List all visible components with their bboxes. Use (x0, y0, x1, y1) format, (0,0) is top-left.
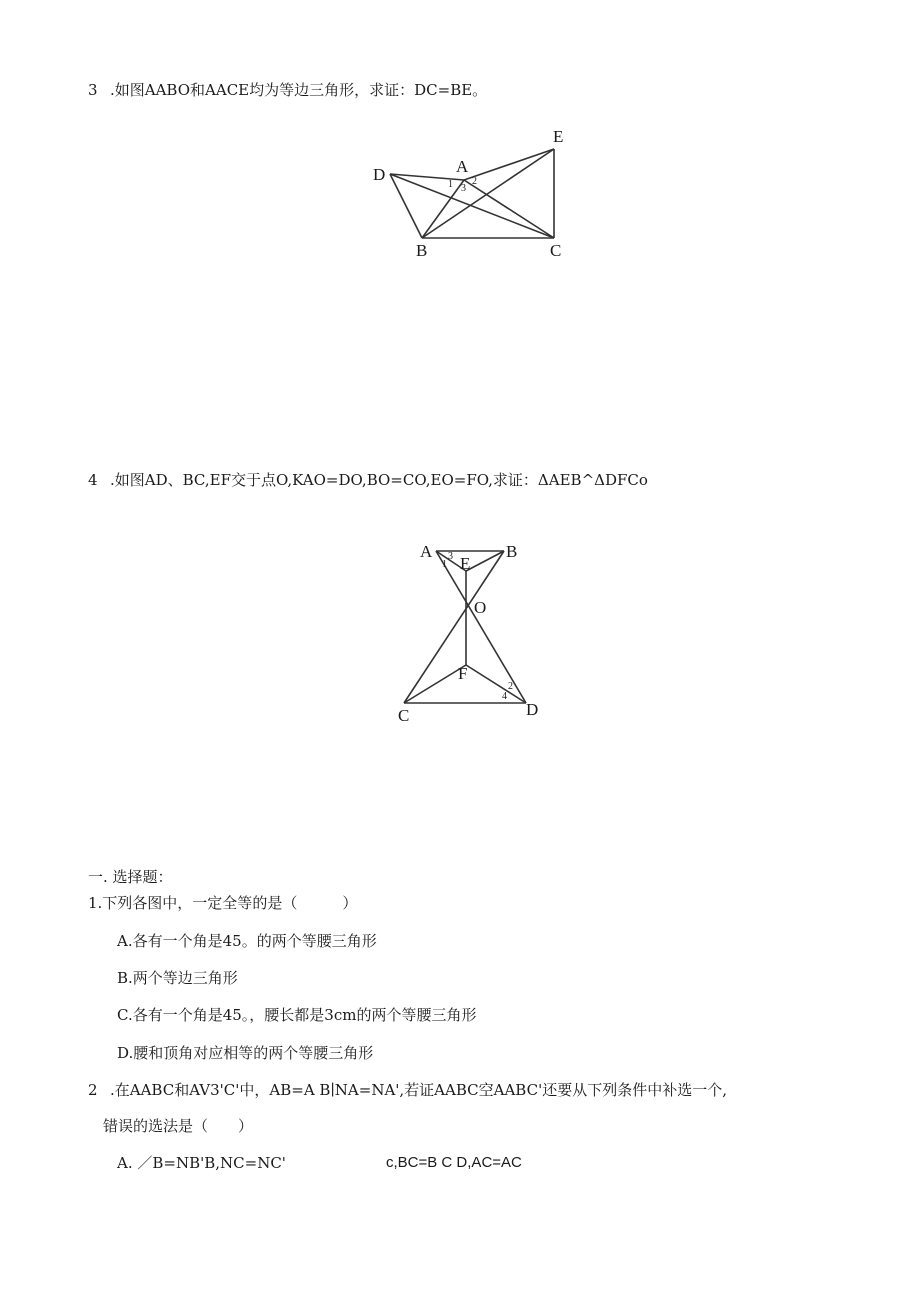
q2-line (88, 1080, 727, 1100)
q4-edge-FD (466, 665, 526, 703)
q4-number: 4 (88, 471, 98, 489)
q4-figure (390, 535, 560, 725)
q4-angle-1: 1 (442, 559, 447, 570)
q4-edge-CF (404, 665, 466, 703)
q3-angle-3: 3 (461, 183, 466, 194)
q3-label-C: C (550, 241, 562, 260)
q4-label-D: D (526, 700, 539, 719)
q3-label-A: A (456, 157, 469, 176)
q3-label-E: E (553, 127, 564, 146)
q3-line (88, 80, 487, 100)
q4-text: .如图AD、BC,EF交于点O,KAO=DO,BO=CO,EO=FO,求证：ΔAEB^ΔDFCo (110, 471, 648, 489)
q4-angle-2: 2 (508, 681, 513, 692)
q4-label-F: F (458, 664, 468, 683)
q2-stem-continued: 错误的选法是（ ） (103, 1117, 254, 1135)
q1-option-d: D.腰和顶角对应相等的两个等腰三角形 (117, 1044, 374, 1062)
q3-edge-DB (390, 174, 422, 238)
q1-option-b: B.两个等边三角形 (117, 969, 238, 987)
q4-label-A: A (420, 542, 433, 561)
q3-angle-1: 1 (448, 179, 453, 190)
q2-number: 2 (88, 1081, 98, 1099)
q3-text: .如图AABO和AACE均为等边三角形，求证：DC=BE。 (110, 81, 488, 99)
q4-label-B: B (506, 542, 518, 561)
q4-line (88, 470, 648, 490)
q3-angle-2: 2 (472, 176, 477, 187)
q2-option-c: c,BC=B C D,AC=AC (386, 1154, 522, 1171)
q4-label-C: C (398, 706, 410, 725)
q3-label-B: B (416, 241, 428, 260)
q1-stem: 1.下列各图中，一定全等的是（ ） (88, 894, 358, 912)
q3-edge-AE (464, 149, 554, 180)
q3-number: 3 (88, 81, 98, 99)
q1-option-a: A.各有一个角是45。的两个等腰三角形 (117, 932, 377, 950)
q3-label-D: D (373, 165, 386, 184)
q4-angle-3: 3 (448, 551, 453, 562)
q1-option-c: C.各有一个角是45。，腰长都是3cm的两个等腰三角形 (117, 1006, 477, 1024)
section-heading: 一. 选择题： (88, 868, 173, 886)
q4-label-O: O (474, 598, 487, 617)
q4-angle-4: 4 (502, 691, 507, 702)
q2-stem: .在AABC和AV3'C'中，AB=A B∣NA=NA',若证AABC空AABC'还要从下列条件中补选一个, (110, 1081, 727, 1099)
q4-label-E: E (460, 554, 471, 573)
q2-option-a: A. ／B=NB'B,NC=NC' (117, 1154, 286, 1172)
q3-figure (360, 120, 590, 270)
